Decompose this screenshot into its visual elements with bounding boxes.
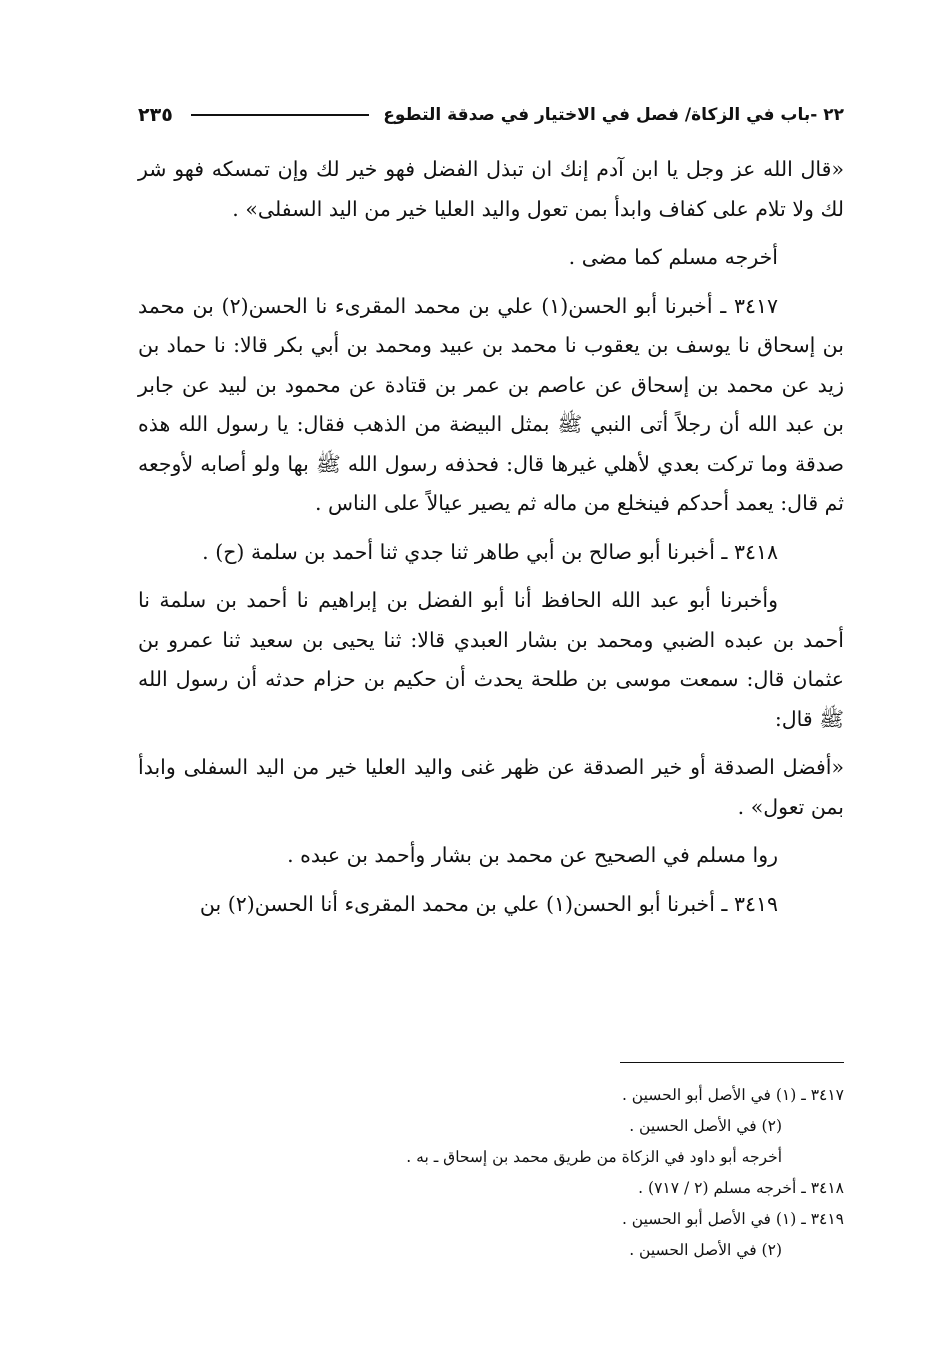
quote-paragraph-2: «أفضل الصدقة أو خير الصدقة عن ظهر غنى واليد العليا خير من اليد السفلى وابدأ بمن تعول» .	[138, 755, 844, 819]
hadith-3419: ٣٤١٩ ـ أخبرنا أبو الحسن(١) علي بن محمد المقرىء أنا الحسن(٢) بن	[199, 891, 778, 916]
footnotes	[300, 1080, 844, 1266]
hadith-3417: ٣٤١٧ ـ أخبرنا أبو الحسن(١) علي بن محمد المقرىء نا الحسن(٢) بن محمد بن إسحاق نا يوسف بن يعقوب نا محمد بن عبيد ومحمد بن أبي بكر قالا: نا حماد بن زيد عن محمد بن إسحاق عن عاصم بن عمر بن قتادة عن محمود بن لبيد عن جابر بن عبد الله أن رجلاً أتى النبي ﷺ بمثل البيضة من الذهب فقال: يا رسول الله هذه صدقة وما تركت بعدي لأهلي غيرها قال: فحذفه رسول الله ﷺ بها ولو أصابه لأوجعه ثم قال: يعمد أحدكم فينخلع من ماله ثم يصير عيالاً على الناس .	[138, 293, 844, 515]
footnote-separator	[620, 1062, 844, 1063]
footnote: ٣٤١٩ ـ (١) في الأصل أبو الحسين .	[621, 1210, 844, 1228]
hadith-3418-chain: وأخبرنا أبو عبد الله الحافظ أنا أبو الفضل بن إبراهيم نا أحمد بن سلمة نا أحمد بن عبده الضبي ومحمد بن بشار العبدي قالا: ثنا يحيى بن سعيد ثنا عمرو بن عثمان قال: سمعت موسى بن طلحة يحدث أن حكيم بن حزام حدثه أن رسول الله ﷺ قال:	[138, 588, 844, 731]
hadith-3418: ٣٤١٨ ـ أخبرنا أبو صالح بن أبي طاهر ثنا جدي ثنا أحمد بن سلمة (ح) .	[202, 539, 778, 564]
footnote: (٢) في الأصل الحسين .	[629, 1117, 782, 1135]
page-header	[138, 98, 844, 132]
footnote: ٣٤١٨ ـ أخرجه مسلم (٢ / ٧١٧) .	[638, 1179, 844, 1197]
quote-paragraph: «قال الله عز وجل يا ابن آدم إنك ان تبذل الفضل فهو خير لك وإن تمسكه فهو شر لك ولا تلام على كفاف وابدأ بمن تعول واليد العليا خير من اليد السفلى» .	[138, 157, 844, 221]
footnote: ٣٤١٧ ـ (١) في الأصل أبو الحسين .	[621, 1086, 844, 1104]
running-title: ٢٢ -باب في الزكاة/ فصل في الاختيار في صدقة التطوع	[383, 105, 844, 125]
footnote: (٢) في الأصل الحسين .	[629, 1241, 782, 1259]
attribution-paragraph: أخرجه مسلم كما مضى .	[568, 245, 778, 269]
main-text	[138, 150, 844, 924]
narration-note: روا مسلم في الصحيح عن محمد بن بشار وأحمد بن عبده .	[287, 843, 778, 867]
header-rule	[191, 114, 369, 116]
page-number: ٢٣٥	[138, 104, 173, 126]
footnote: أخرجه أبو داود في الزكاة من طريق محمد بن إسحاق ـ به .	[406, 1148, 782, 1166]
